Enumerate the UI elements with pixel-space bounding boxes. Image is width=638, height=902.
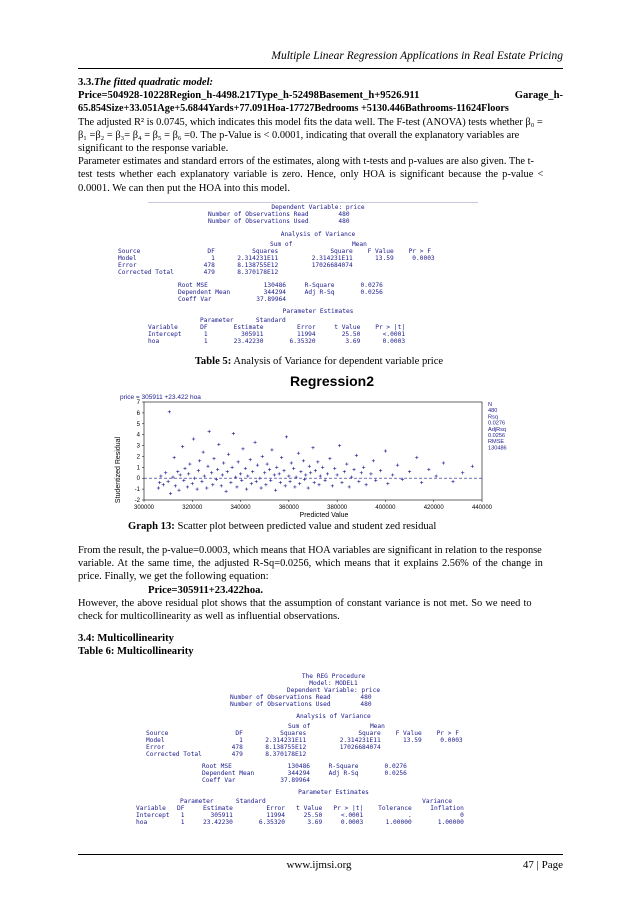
equation-line-2: 65.854Size+33.051Age+5.6844Yards+77.091Hoa-17727Bedrooms +5130.446Bathrooms-11624Floors (78, 103, 509, 115)
y-tick-label: -1 (134, 487, 140, 494)
obs-read-value: 480 (360, 694, 372, 701)
graph-13-chart (112, 372, 522, 520)
proc-title: The REG Procedure (301, 673, 366, 680)
caption-label: Table 5: (194, 356, 232, 367)
caption-text: Analysis of Variance for dependent variable price (231, 356, 444, 367)
obs-used-row (136, 701, 531, 708)
obs-read-row (118, 211, 518, 218)
obs-used-value: 480 (360, 701, 372, 708)
table-5-caption (0, 356, 638, 367)
obs-read-label: Number of Observations Read (230, 694, 331, 701)
fit-row: Coeff Var 37.89964 (178, 296, 287, 303)
obs-used-value: 480 (338, 218, 350, 225)
results-line: variable. At the same time, the adjusted R-Sq=0.0256, which means that it explains 2.56% of the change in (78, 558, 543, 570)
stats-item: AdjRsq (488, 426, 507, 433)
section-number: 3.3. (78, 77, 94, 88)
stats-item: Rsq (488, 414, 498, 421)
anova-row: Error 478 8.138755E12 17026684074 (146, 744, 381, 751)
equation-line-1 (78, 89, 563, 102)
chart-equation: price = 305911 +23.422 hoa (120, 394, 201, 401)
footer-rule (78, 854, 563, 855)
y-tick-label: 1 (136, 465, 140, 472)
para-2-line: Parameter estimates and standard errors of the estimates, along with t-tests and p-values are also given. The t- (78, 156, 534, 168)
para-1 (78, 116, 563, 156)
stats-item: 480 (488, 408, 498, 415)
section-title: The fitted quadratic model: (93, 77, 214, 88)
table-5-output (118, 202, 518, 345)
x-tick-label: 340000 (230, 505, 251, 511)
x-axis-label: Predicted Value (299, 512, 349, 519)
fit-row: Coeff Var 37.89964 (202, 777, 311, 784)
pe-row: hoa 1 23.42230 6.35320 3.69 0.0003 1.00000 1.00000 (136, 819, 464, 826)
obs-read-value: 480 (338, 211, 350, 218)
output-top-rule (148, 202, 478, 203)
stats-item: N (488, 402, 493, 408)
y-tick-label: 3 (136, 443, 140, 450)
x-axis-ticks (134, 500, 493, 511)
fit-row: Root MSE 130486 R-Square 0.0276 (202, 763, 407, 770)
x-tick-label: 320000 (182, 505, 203, 511)
fit-row: Dependent Mean 344294 Adj R-Sq 0.0256 (202, 770, 407, 777)
results-line: price. Finally, we get the following equation: (78, 571, 269, 583)
equation-line-1-right: Garage_h- (514, 90, 563, 102)
y-axis-label: Studentized Residual (115, 436, 122, 504)
pe-header-1: Parameter Standard Variance (180, 798, 452, 805)
results-paragraph (78, 544, 563, 623)
section-heading (78, 76, 563, 89)
anova-row: Error 478 8.138755E12 17026684074 (118, 262, 353, 269)
pe-header-2: Variable DF Estimate Error t Value Pr > |t| (148, 324, 406, 331)
residual-line: However, the above residual plot shows that the assumption of constant variance is not met. So we need to (78, 597, 532, 609)
para-1-line: β₁ =β₂ = β₃= β₄ = β₅ = β₆ =0. The p-Value is < 0.0001, indicating that overall the explanatory variables are (78, 129, 520, 141)
plot-area (144, 402, 482, 500)
stats-item: RMSE (488, 439, 505, 446)
y-tick-label: 6 (136, 410, 140, 417)
anova-row: Model 1 2.314231E11 2.314231E11 13.59 0.0003 (146, 737, 463, 744)
fit-row: Dependent Mean 344294 Adj R-Sq 0.0256 (178, 289, 383, 296)
section-3-4 (78, 632, 563, 658)
x-tick-label: 380000 (327, 505, 348, 511)
pe-row: Intercept 1 305911 11994 25.50 <.0001 . 0 (136, 812, 464, 819)
final-equation: Price=305911+23.422hoa. (148, 584, 264, 596)
plot-frame (144, 402, 482, 500)
obs-read-label: Number of Observations Read (208, 211, 309, 218)
obs-used-row (118, 218, 518, 225)
x-tick-label: 400000 (375, 505, 396, 511)
y-tick-label: 7 (136, 400, 140, 406)
para-2-line: test tests whether each explanatory variable is zero. Hence, only HOA is significant because the p-value < (78, 169, 544, 181)
para-1-line: The adjusted R² is 0.0745, which indicates this model fits the data well. The F-test (ANOVA) tests whether β₀ = (78, 116, 543, 128)
pe-row: Intercept 1 305911 11994 25.50 <.0001 (148, 331, 406, 338)
results-line: From the result, the p-value=0.0003, which means that HOA variables are significant in relation to the response (78, 545, 542, 556)
caption-label: Graph 13: (128, 521, 175, 532)
para-1-line: significant to the response variable. (78, 143, 229, 155)
anova-title: Analysis of Variance (280, 231, 356, 238)
anova-header-2: Source DF Squares Square F Value Pr > F (118, 248, 431, 255)
anova-row: Corrected Total 479 8.370178E12 (118, 269, 279, 276)
anova-row: Corrected Total 479 8.370178E12 (146, 751, 307, 758)
model-title: Model: MODEL1 (309, 680, 358, 687)
running-head: Multiple Linear Regression Applications in Real Estate Pricing (271, 50, 563, 62)
anova-header-1: Sum of Mean (288, 723, 385, 730)
table-6-output (136, 673, 531, 826)
section-heading: 3.4: Multicollinearity (78, 633, 174, 644)
stats-item: 0.0276 (488, 420, 506, 427)
pe-header-1: Parameter Standard (200, 317, 286, 324)
dep-var-title: Dependent Variable: price (286, 687, 381, 694)
obs-used-label: Number of Observations Used (230, 701, 331, 708)
section-3-3 (78, 76, 563, 195)
obs-read-row (136, 694, 531, 701)
y-axis-ticks (135, 400, 144, 504)
stats-item: 0.0256 (488, 433, 506, 439)
fit-row: Root MSE 130486 R-Square 0.0276 (178, 282, 383, 289)
chart-title: Regression2 (289, 373, 375, 389)
table-5-title: Dependent Variable: price (271, 204, 365, 211)
para-2 (78, 155, 563, 195)
pe-row: hoa 1 23.42230 6.35320 3.69 0.0003 (148, 338, 406, 345)
stats-item: 130486 (488, 445, 507, 452)
obs-used-label: Number of Observations Used (208, 218, 309, 225)
pe-title: Parameter Estimates (298, 789, 369, 796)
header-rule (78, 68, 563, 69)
x-tick-label: 440000 (471, 505, 493, 511)
y-tick-label: 0 (136, 476, 140, 483)
y-tick-label: -2 (134, 498, 140, 504)
pe-header-2: Variable DF Estimate Error t Value Pr > |t| Tolerance Inflation (136, 805, 464, 812)
x-tick-label: 420000 (423, 505, 444, 511)
y-tick-label: 4 (136, 432, 140, 439)
y-tick-label: 5 (136, 421, 140, 428)
table-6-label: Table 6: Multicollinearity (78, 646, 194, 658)
footer-url: www.ijmsi.org (286, 859, 352, 871)
anova-row: Model 1 2.314231E11 2.314231E11 13.59 0.0003 (118, 255, 435, 262)
para-2-line: 0.0001. We can then put the HOA into this model. (78, 182, 290, 194)
residual-line: check for multicollinearity as well as influential observations. (78, 611, 340, 623)
caption-text: Scatter plot between predicted value and student zed residual (174, 521, 437, 532)
x-tick-label: 300000 (133, 505, 155, 511)
anova-header-1: Sum of Mean (270, 241, 367, 248)
anova-header-2: Source DF Squares Square F Value Pr > F (146, 730, 459, 737)
y-tick-label: 2 (136, 454, 140, 461)
page-number: 47 | Page (522, 859, 563, 871)
pe-title: Parameter Estimates (282, 308, 354, 315)
x-tick-label: 360000 (278, 505, 299, 511)
graph-13-caption (128, 521, 436, 532)
anova-title: Analysis of Variance (296, 713, 371, 720)
equation-line-1-left: Price=504928-10228Region_h-4498.217Type_h-52498Basement_h+9526.911 (78, 90, 420, 102)
chart-stats-box (488, 402, 507, 451)
